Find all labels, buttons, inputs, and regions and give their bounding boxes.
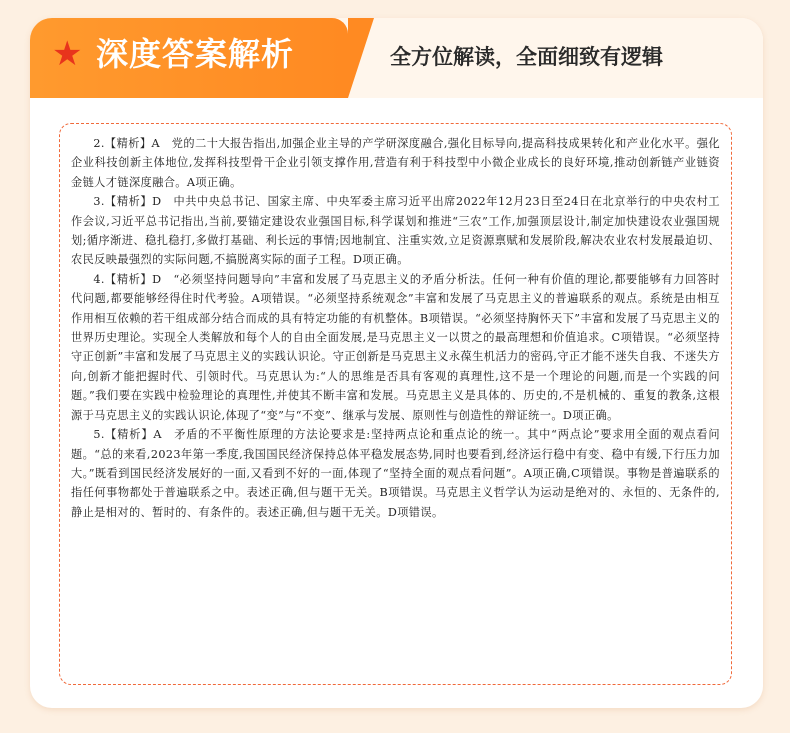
answer-card: [30, 18, 763, 708]
answer-item-4: 4.【精析】D “必须坚持问题导向”丰富和发展了马克思主义的矛盾分析法。任何一种有价值的理论,都要能够有力回答时代问题,都要能够经得住时代考验。A项错误。“必须坚持系统观念”丰富和发展了马克思主义的普遍联系的观点。系统是由相互作用相互依赖的若干组成部分结合而成的具有特定功能的有机整体。B项错误。“必须坚持胸怀天下”丰富和发展了马克思主义的世界历史理论。实现全人类解放和每个人的自由全面发展,是马克思主义一以贯之的最高理想和价值追求。C项错误。“必须坚持守正创新”丰富和发展了马克思主义的实践认识论。守正创新是马克思主义永葆生机活力的密码,守正才能不迷失自我、不迷失方向,创新才能把握时代、引领时代。马克思认为:“人的思维是否具有客观的真理性,这不是一个理论的问题,而是一个实践的问题。”我们要在实践中检验理论的真理性,并使其不断丰富和发展。马克思主义是具体的、历史的,不是机械的、重复的教条,这根源于马克思主义的实践认识论,体现了“变”与“不变”、继承与发展、原则性与创造性的辩证统一。D项正确。: [71, 272, 720, 422]
answer-item-2: 2.【精析】A 党的二十大报告指出,加强企业主导的产学研深度融合,强化目标导向,提高科技成果转化和产业化水平。强化企业科技创新主体地位,发挥科技型骨干企业引领支撑作用,营造有利于科技型中小微企业成长的良好环境,推动创新链产业链资金链人才链深度融合。A项正确。: [71, 137, 720, 189]
star-icon: ★: [52, 34, 83, 74]
answer-item-5: 5.【精析】A 矛盾的不平衡性原理的方法论要求是:坚持两点论和重点论的统一。其中“两点论”要求用全面的观点看问题。“总的来看,2023年第一季度,我国国民经济保持总体平稳发展态势,同时也要看到,经济运行稳中有变、稳中有缓,下行压力加大。”既看到国民经济发展好的一面,又看到不好的一面,体现了“坚持全面的观点看问题”。A项正确,C项错误。事物是普遍联系的指任何事物都处于普遍联系之中。表述正确,但与题干无关。B项错误。马克思主义哲学认为运动是绝对的、永恒的、无条件的,静止是相对的、暂时的、有条件的。表述正确,但与题干无关。D项错误。: [71, 428, 720, 519]
answer-content-box: [59, 123, 732, 685]
header-subtitle: 全方位解读，全面细致有逻辑: [390, 45, 663, 69]
answer-item-3: 3.【精析】D 中共中央总书记、国家主席、中央军委主席习近平出席2022年12月23日至24日在北京举行的中央农村工作会议,习近平总书记指出,当前,要锚定建设农业强国目标,科学谋划和推进“三农”工作,加强顶层设计,制定加快建设农业强国规划;循序渐进、稳扎稳打,多做打基础、利长远的事情;因地制宜、注重实效,立足资源禀赋和发展阶段,解决农业农村发展最迫切、农民反映最强烈的实际问题,不搞脱离实际的面子工程。D项正确。: [71, 195, 720, 267]
banner-title: 深度答案解析: [96, 35, 295, 73]
header-bar: [30, 18, 763, 98]
title-banner: [30, 18, 348, 98]
